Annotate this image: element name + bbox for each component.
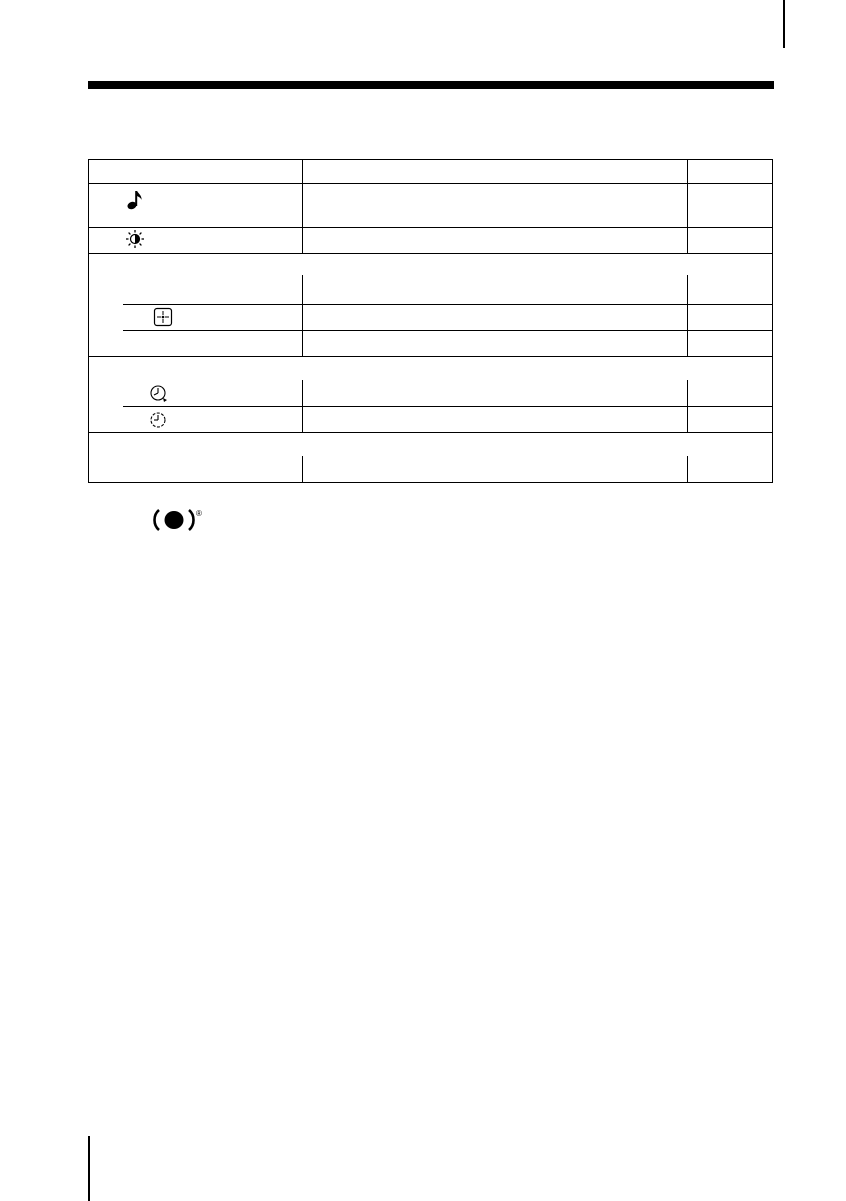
registered-mark: ® [196, 509, 202, 518]
bottom-edge-line [88, 1136, 90, 1201]
section-header-bar [88, 81, 774, 89]
picture-position-icon [153, 307, 173, 327]
music-note-icon [127, 190, 143, 210]
table-grid [88, 159, 773, 483]
top-edge-line [783, 0, 785, 48]
sony-trinitron-logo-icon [150, 507, 204, 533]
timer-off-icon [149, 410, 169, 430]
timer-on-icon [149, 384, 169, 404]
menu-table [88, 159, 773, 483]
brightness-icon [125, 229, 145, 249]
